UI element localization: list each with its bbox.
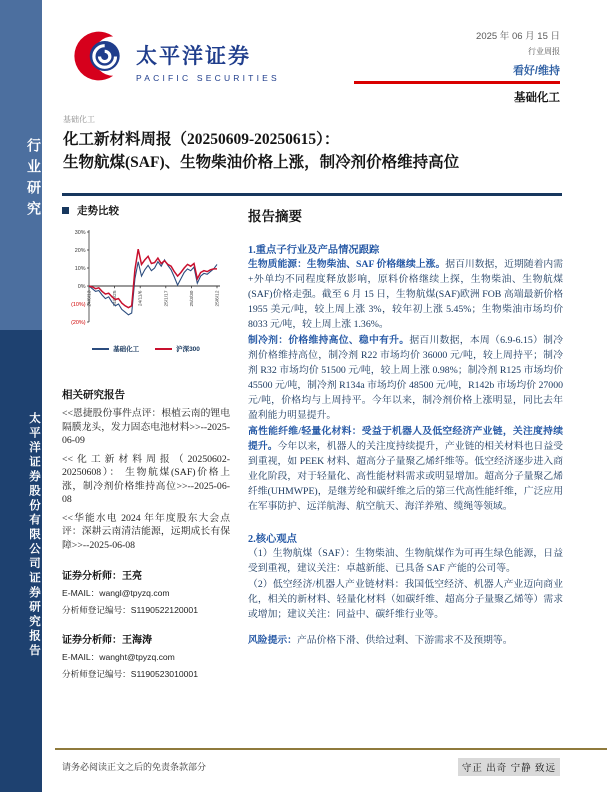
svg-text:24/11/6: 24/11/6 <box>138 290 144 307</box>
analyst-email: E-MAIL：wangl@tpyzq.com <box>62 588 170 598</box>
related-reports-title: 相关研究报告 <box>62 390 125 401</box>
report-item: <<恩捷股份事件点评：根植云南的锂电隔膜龙头，发力固态电池材料>>--2025-06-09 <box>62 408 230 446</box>
summary-paragraph <box>248 333 563 423</box>
brand-name-en: PACIFIC SECURITIES <box>136 73 280 83</box>
svg-text:24/8/25: 24/8/25 <box>113 290 119 307</box>
svg-text:25/6/12: 25/6/12 <box>215 290 221 307</box>
left-column <box>62 203 230 680</box>
brand-block <box>136 40 280 83</box>
svg-text:10%: 10% <box>74 265 86 272</box>
trend-comparison-chart <box>62 224 227 342</box>
page-title-line2: 生物航煤(SAF)、生物柴油价格上涨，制冷剂价格维持高位 <box>63 154 460 171</box>
svg-text:24/6/13: 24/6/13 <box>87 290 93 307</box>
report-item: <<化工新材料周报（20250602-20250608）： 生物航煤(SAF)价格上涨，制冷剂价格维持高位>>--2025-06-08 <box>62 453 230 505</box>
legend-item <box>155 344 200 353</box>
core-point: （2）低空经济/机器人产业链材料：我国低空经济、机器人产业迈向商业化，相关的新材料、轻量化材料（如碳纤维、超高分子量聚乙烯等）需求或增加；建议关注：同益中、碳纤维行业等。 <box>248 579 563 620</box>
risk-lead: 风险提示： <box>248 635 297 646</box>
svg-text:20%: 20% <box>74 247 86 254</box>
paragraph-body: 据百川数据，本周（6.9-6.15）制冷剂价格维持高位，制冷剂 R22 市场均价 36000 元/吨，较上周持平；制冷剂 R32 市场均价 51500 元/吨，较上周上涨 0.98%；制冷剂 R125 市场均价 45500 元/吨，制冷剂 R134a 市场均价 48500 元/吨，R142b 市场均价 27000 元/吨，价格均与上周持平。今年以来，制冷剂价格上涨明显，同比去年盈利能力明显提升。 <box>248 335 564 421</box>
industry-label: 基础化工 <box>514 92 560 104</box>
svg-text:30%: 30% <box>74 229 86 236</box>
footer-divider <box>55 748 607 750</box>
footer-motto: 守正 出奇 宁静 致远 <box>458 758 560 776</box>
sidebar-label-company: 太平洋证券股份有限公司证券研究报告 <box>28 412 40 659</box>
svg-text:0%: 0% <box>77 283 86 290</box>
summary-section2-title: 2.核心观点 <box>248 534 297 545</box>
square-bullet-icon <box>62 207 69 214</box>
analyst-block <box>62 631 230 680</box>
report-type: 行业周报 <box>528 47 560 56</box>
risk-warning <box>248 633 563 648</box>
summary-paragraph <box>248 257 563 332</box>
paragraph-body: 今年以来，机器人的关注度持续提升，产业链的相关材料也日益受到重视，如 PEEK 材料、超高分子量聚乙烯纤维等。低空经济逐步进入商业化阶段，对于轻量化、高性能材料需求或明显增加。超高分子量聚乙烯纤维(UHMWPE)，是继芳纶和碳纤维之后的第三代高性能纤维，广泛应用在军事防护、远洋航海、航空航天、海洋养殖、缆绳等领域。 <box>248 441 564 512</box>
summary-paragraph <box>248 424 563 514</box>
svg-text:(20%): (20%) <box>71 319 86 326</box>
legend-line-swatch <box>155 348 172 350</box>
report-item: <<华能水电 2024 年年度股东大会点评：深耕云南清洁能源，远期成长有保障>>--2025-06-08 <box>62 512 230 551</box>
sidebar-label-industry-research: 行业研究 <box>25 138 40 222</box>
rating-badge: 看好/维持 <box>512 65 560 77</box>
pacific-securities-logo-icon <box>70 26 130 91</box>
summary-section1-title: 1.重点子行业及产品情况跟踪 <box>248 245 380 256</box>
summary-title: 报告摘要 <box>248 209 302 224</box>
svg-text:25/3/30: 25/3/30 <box>189 290 195 307</box>
analyst-registration: 分析师登记编号：S1190523010001 <box>62 669 198 679</box>
page-title <box>63 128 563 174</box>
brand-name-zh: 太平洋证券 <box>136 45 251 68</box>
footer-disclaimer: 请务必阅读正文之后的免责条款部分 <box>62 762 207 772</box>
trend-section-header <box>62 203 230 218</box>
title-divider <box>62 193 562 196</box>
page-title-line1: 化工新材料周报（20250609-20250615）： <box>63 131 340 148</box>
title-eyebrow: 基础化工 <box>63 115 95 124</box>
summary-column <box>248 205 563 648</box>
paragraph-body: 据百川数据，近期随着内需+外单均不同程度释放影响，原料价格继续上探，生物柴油、生物航煤(SAF)价格走强。截至 6 月 15 日，生物航煤(SAF)欧洲 FOB 高端最新价格 1955 美元/吨，较上周上涨 3%，较年初上涨 5.45%；生物柴油市场均价 8033 元/吨，较上周上涨 1.36%。 <box>248 259 564 330</box>
legend-item <box>92 344 139 353</box>
analyst-block <box>62 567 230 616</box>
report-meta <box>354 28 560 105</box>
legend-label: 基础化工 <box>113 346 140 353</box>
analyst-registration: 分析师登记编号：S1190522120001 <box>62 605 198 615</box>
legend-label: 沪深300 <box>176 346 200 353</box>
paragraph-lead: 高性能纤维/轻量化材料：受益于机器人及低空经济产业链，关注度持续提升。 <box>248 426 563 452</box>
paragraph-lead: 生物质能源：生物柴油、SAF 价格继续上涨。 <box>248 259 446 270</box>
risk-body: 产品价格下滑、供给过剩、下游需求不及预期等。 <box>296 635 513 646</box>
core-point: （1）生物航煤（SAF）：生物柴油、生物航煤作为可再生绿色能源，日益受到重视，建议关注：卓越新能、已具备 SAF 产能的公司等。 <box>248 548 563 574</box>
svg-text:25/1/17: 25/1/17 <box>164 290 170 307</box>
trend-title: 走势比较 <box>77 206 119 217</box>
chart-legend <box>62 344 230 353</box>
report-date: 2025 年 06 月 15 日 <box>476 31 560 42</box>
svg-text:(10%): (10%) <box>71 301 86 308</box>
legend-line-swatch <box>92 348 109 350</box>
paragraph-lead: 制冷剂：价格维持高位、稳中有升。 <box>248 335 410 346</box>
rating-underline <box>354 81 560 84</box>
analyst-name: 证券分析师：王海涛 <box>62 635 152 646</box>
analyst-name: 证券分析师：王亮 <box>62 571 142 582</box>
analyst-email: E-MAIL：wanght@tpyzq.com <box>62 652 175 662</box>
